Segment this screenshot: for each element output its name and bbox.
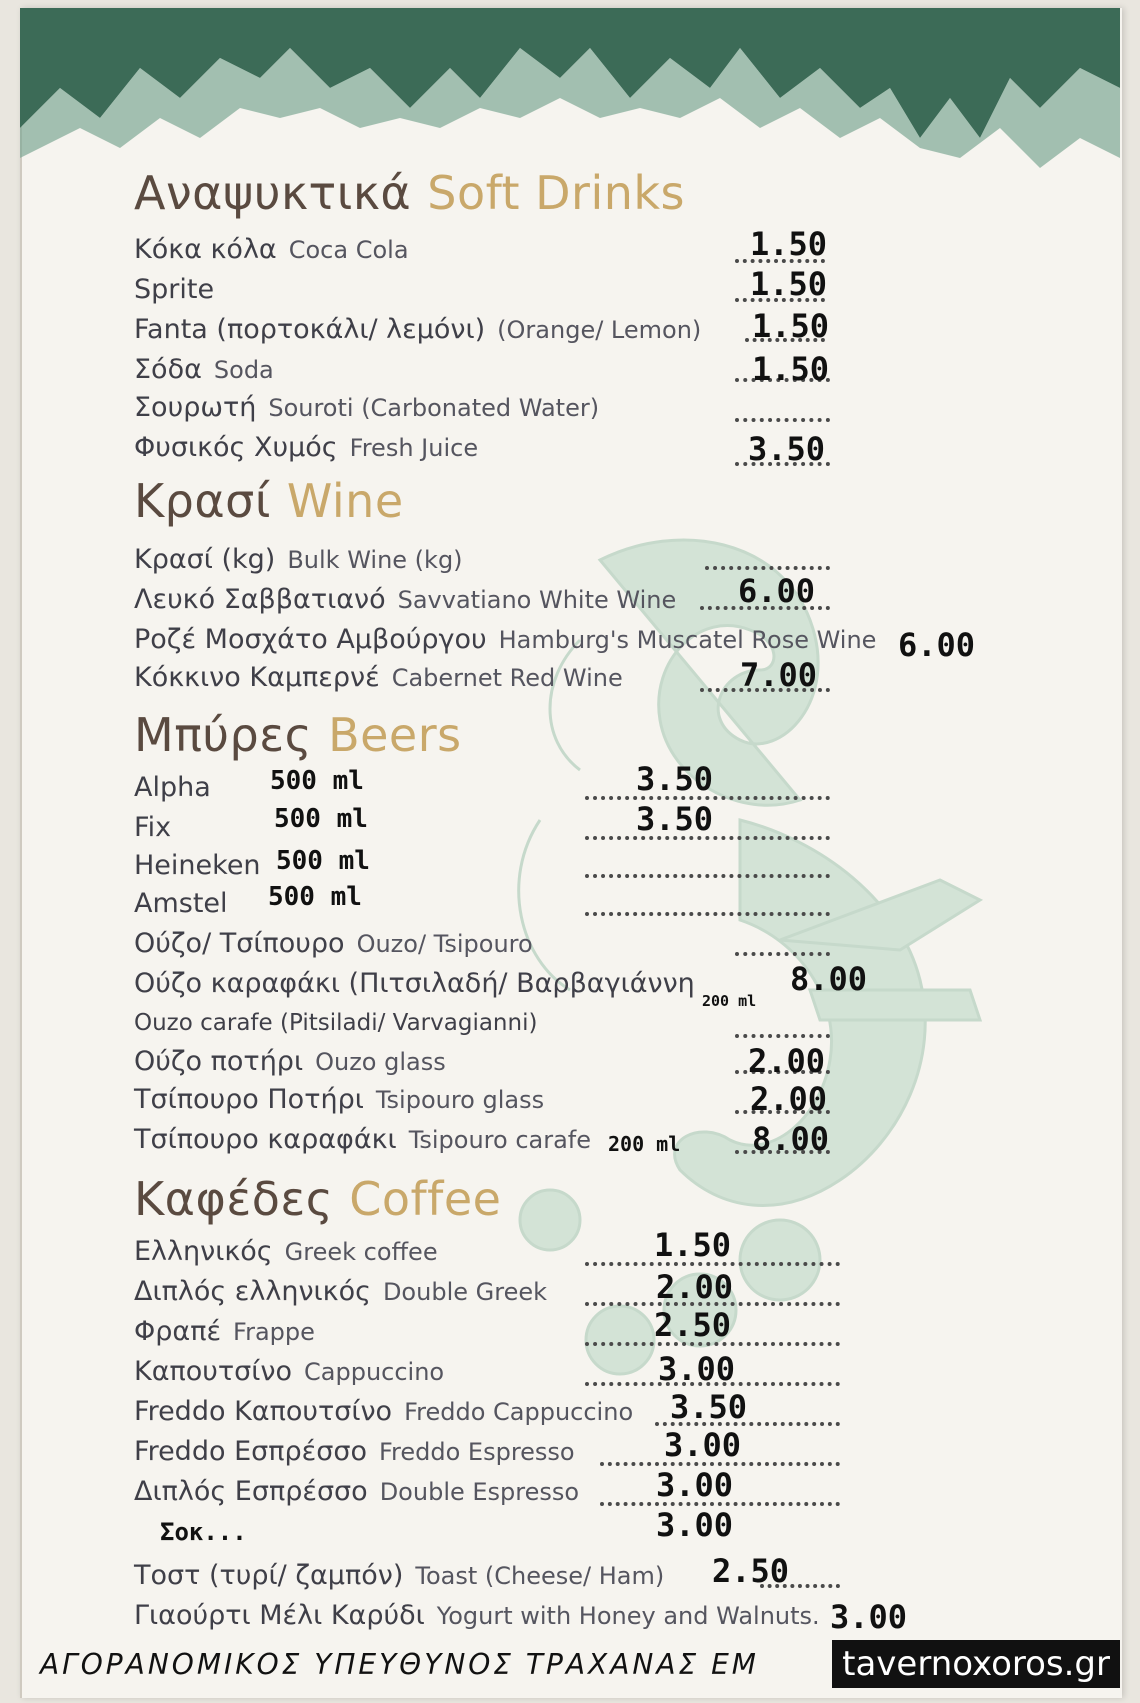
item-name-greek: Φυσικός Χυμός bbox=[134, 432, 338, 463]
item-name-english: (Orange/ Lemon) bbox=[497, 316, 702, 344]
item-name-english: Yogurt with Honey and Walnuts. bbox=[436, 1602, 820, 1630]
handwritten-item-price: 3.00 bbox=[656, 1506, 734, 1544]
item-name-english: Bulk Wine (kg) bbox=[287, 546, 463, 574]
item-name-greek: Σόδα bbox=[134, 354, 202, 385]
item-price: 1.50 bbox=[750, 225, 828, 263]
item-name-english: Ouzo carafe (Pitsiladi/ Varvagianni) bbox=[134, 1010, 538, 1036]
item-name-greek: Κόκα κόλα bbox=[134, 234, 277, 265]
section-title-greek: Μπύρες bbox=[134, 708, 313, 762]
handwritten-volume: 500 ml bbox=[276, 846, 370, 876]
menu-item bbox=[134, 432, 478, 463]
menu-item bbox=[134, 1476, 579, 1507]
item-price: 3.50 bbox=[670, 1388, 748, 1426]
section-soft-drinks bbox=[134, 166, 685, 220]
handwritten-volume: 200 ml bbox=[608, 1132, 681, 1156]
handwritten-volume: 200 ml bbox=[702, 992, 757, 1010]
item-price: 3.00 bbox=[830, 1598, 908, 1636]
item-name-english: Savvatiano White Wine bbox=[397, 586, 677, 614]
menu-item bbox=[134, 888, 228, 919]
item-name-greek: Sprite bbox=[134, 274, 215, 305]
dotted-leader bbox=[585, 912, 830, 916]
item-name-english: Freddo Cappuccino bbox=[404, 1398, 634, 1426]
item-name-greek: Κρασί (kg) bbox=[134, 544, 276, 575]
menu-item bbox=[134, 1236, 438, 1267]
item-name-greek: Fanta (πορτοκάλι/ λεμόνι) bbox=[134, 314, 486, 345]
menu-item bbox=[134, 1396, 633, 1427]
menu-item bbox=[134, 850, 261, 881]
item-price: 1.50 bbox=[750, 265, 828, 303]
item-name-greek: Fix bbox=[134, 812, 172, 843]
item-price: 2.50 bbox=[654, 1306, 732, 1344]
item-name-english: Ouzo/ Tsipouro bbox=[356, 930, 533, 958]
menu-item bbox=[134, 772, 211, 803]
item-price: 3.50 bbox=[748, 430, 826, 468]
item-name-greek: Freddo Καπουτσίνο bbox=[134, 1396, 393, 1427]
ouzo-tsipouro-heading bbox=[134, 928, 533, 959]
item-price: 1.50 bbox=[654, 1226, 732, 1264]
section-title-greek: Κρασί bbox=[134, 474, 271, 528]
item-name-english: Ouzo glass bbox=[315, 1048, 446, 1076]
dotted-leader bbox=[735, 1034, 830, 1038]
menu-item-english-line bbox=[134, 1010, 537, 1036]
menu-item bbox=[134, 1356, 444, 1387]
item-name-english: Toast (Cheese/ Ham) bbox=[415, 1562, 665, 1590]
handwritten-volume: 500 ml bbox=[270, 766, 364, 796]
item-name-english: Tsipouro glass bbox=[375, 1086, 545, 1114]
item-price: 2.00 bbox=[748, 1042, 826, 1080]
menu-item bbox=[134, 392, 599, 423]
item-name-greek: Ούζο/ Τσίπουρο bbox=[134, 928, 345, 959]
item-name-greek: Κόκκινο Καμπερνέ bbox=[134, 662, 380, 693]
item-price: 3.00 bbox=[656, 1466, 734, 1504]
item-price: 6.00 bbox=[898, 626, 976, 664]
handwritten-footer-note: ΑΓΟΡΑΝΟΜΙΚΟΣ ΥΠΕΥΘΥΝΟΣ ΤΡΑΧΑΝΑΣ ΕΜ bbox=[40, 1648, 759, 1681]
menu-item bbox=[134, 314, 701, 345]
item-name-english: Fresh Juice bbox=[349, 434, 479, 462]
item-name-greek: Ελληνικός bbox=[134, 1236, 273, 1267]
item-price: 3.00 bbox=[658, 1350, 736, 1388]
menu-item bbox=[134, 234, 409, 265]
item-name-greek: Καπουτσίνο bbox=[134, 1356, 293, 1387]
item-price: 3.00 bbox=[664, 1426, 742, 1464]
item-name-greek: Ούζο ποτήρι bbox=[134, 1046, 304, 1077]
item-price: 1.50 bbox=[752, 307, 830, 345]
item-name-greek: Διπλός ελληνικός bbox=[134, 1276, 371, 1307]
menu-item bbox=[134, 812, 171, 843]
item-name-english: Cappuccino bbox=[304, 1358, 445, 1386]
section-wine bbox=[134, 474, 404, 528]
dotted-leader bbox=[735, 952, 830, 956]
item-name-greek: Σουρωτή bbox=[134, 392, 257, 423]
item-name-english: Hamburg's Muscatel Rose Wine bbox=[498, 626, 877, 654]
menu-item bbox=[134, 1436, 575, 1467]
section-beers bbox=[134, 708, 462, 762]
item-name-english: Greek coffee bbox=[284, 1238, 438, 1266]
section-title-greek: Καφέδες bbox=[134, 1172, 334, 1226]
item-name-english: Souroti (Carbonated Water) bbox=[268, 394, 600, 422]
item-name-greek: Φραπέ bbox=[134, 1316, 222, 1347]
menu-item bbox=[134, 584, 676, 615]
menu-item bbox=[134, 1084, 544, 1115]
item-name-english: Double Greek bbox=[382, 1278, 547, 1306]
menu-item bbox=[134, 968, 695, 999]
menu-item bbox=[134, 1600, 820, 1631]
menu-item bbox=[134, 1124, 591, 1155]
item-name-greek: Τοστ (τυρί/ ζαμπόν) bbox=[134, 1560, 404, 1591]
item-name-greek: Διπλός Εσπρέσσο bbox=[134, 1476, 368, 1507]
section-title-english: Soft Drinks bbox=[427, 166, 686, 220]
item-price: 1.50 bbox=[752, 350, 830, 388]
handwritten-volume: 500 ml bbox=[268, 882, 362, 912]
item-price: 2.00 bbox=[656, 1268, 734, 1306]
item-name-greek: Amstel bbox=[134, 888, 228, 919]
menu-item bbox=[134, 274, 226, 305]
dotted-leader bbox=[735, 418, 830, 422]
dotted-leader bbox=[585, 874, 830, 878]
section-title-english: Beers bbox=[328, 708, 462, 762]
item-name-greek: Freddo Εσπρέσσο bbox=[134, 1436, 367, 1467]
site-watermark: tavernoxoros.gr bbox=[832, 1640, 1120, 1688]
handwritten-item-label: Σοκ... bbox=[160, 1518, 247, 1546]
section-title-greek: Αναψυκτικά bbox=[134, 166, 412, 220]
item-name-english: Tsipouro carafe bbox=[408, 1126, 592, 1154]
item-name-english: Freddo Espresso bbox=[378, 1438, 575, 1466]
item-price: 8.00 bbox=[752, 1120, 830, 1158]
section-title-english: Coffee bbox=[349, 1172, 502, 1226]
menu-item bbox=[134, 662, 623, 693]
item-price: 3.50 bbox=[636, 800, 714, 838]
section-title-english: Wine bbox=[286, 474, 404, 528]
item-name-english: Cabernet Red Wine bbox=[391, 664, 623, 692]
item-price: 7.00 bbox=[740, 656, 818, 694]
handwritten-volume: 500 ml bbox=[274, 804, 368, 834]
menu-item bbox=[134, 624, 876, 655]
item-price: 3.50 bbox=[636, 760, 714, 798]
menu-item bbox=[134, 354, 274, 385]
item-name-greek: Τσίπουρο καραφάκι bbox=[134, 1124, 397, 1155]
section-coffee bbox=[134, 1172, 501, 1226]
item-name-greek: Ούζο καραφάκι (Πιτσιλαδή/ Βαρβαγιάννη bbox=[134, 968, 695, 999]
item-name-greek: Λευκό Σαββατιανό bbox=[134, 584, 386, 615]
item-price: 2.50 bbox=[712, 1552, 790, 1590]
item-name-greek: Ροζέ Μοσχάτο Αμβούργου bbox=[134, 624, 487, 655]
item-price: 2.00 bbox=[750, 1080, 828, 1118]
item-name-greek: Alpha bbox=[134, 772, 211, 803]
item-name-greek: Τσίπουρο Ποτήρι bbox=[134, 1084, 364, 1115]
dotted-leader bbox=[705, 566, 830, 570]
menu-item bbox=[134, 544, 463, 575]
item-name-english: Coca Cola bbox=[288, 236, 409, 264]
menu-item bbox=[134, 1560, 664, 1591]
item-name-english: Frappe bbox=[233, 1318, 315, 1346]
item-price: 6.00 bbox=[738, 572, 816, 610]
item-name-greek: Γιαούρτι Μέλι Καρύδι bbox=[134, 1600, 425, 1631]
menu-item bbox=[134, 1276, 547, 1307]
item-price: 8.00 bbox=[790, 960, 868, 998]
item-name-greek: Heineken bbox=[134, 850, 261, 881]
item-name-english: Double Espresso bbox=[379, 1478, 580, 1506]
menu-item bbox=[134, 1316, 315, 1347]
item-name-english: Soda bbox=[213, 356, 274, 384]
menu-item bbox=[134, 1046, 446, 1077]
